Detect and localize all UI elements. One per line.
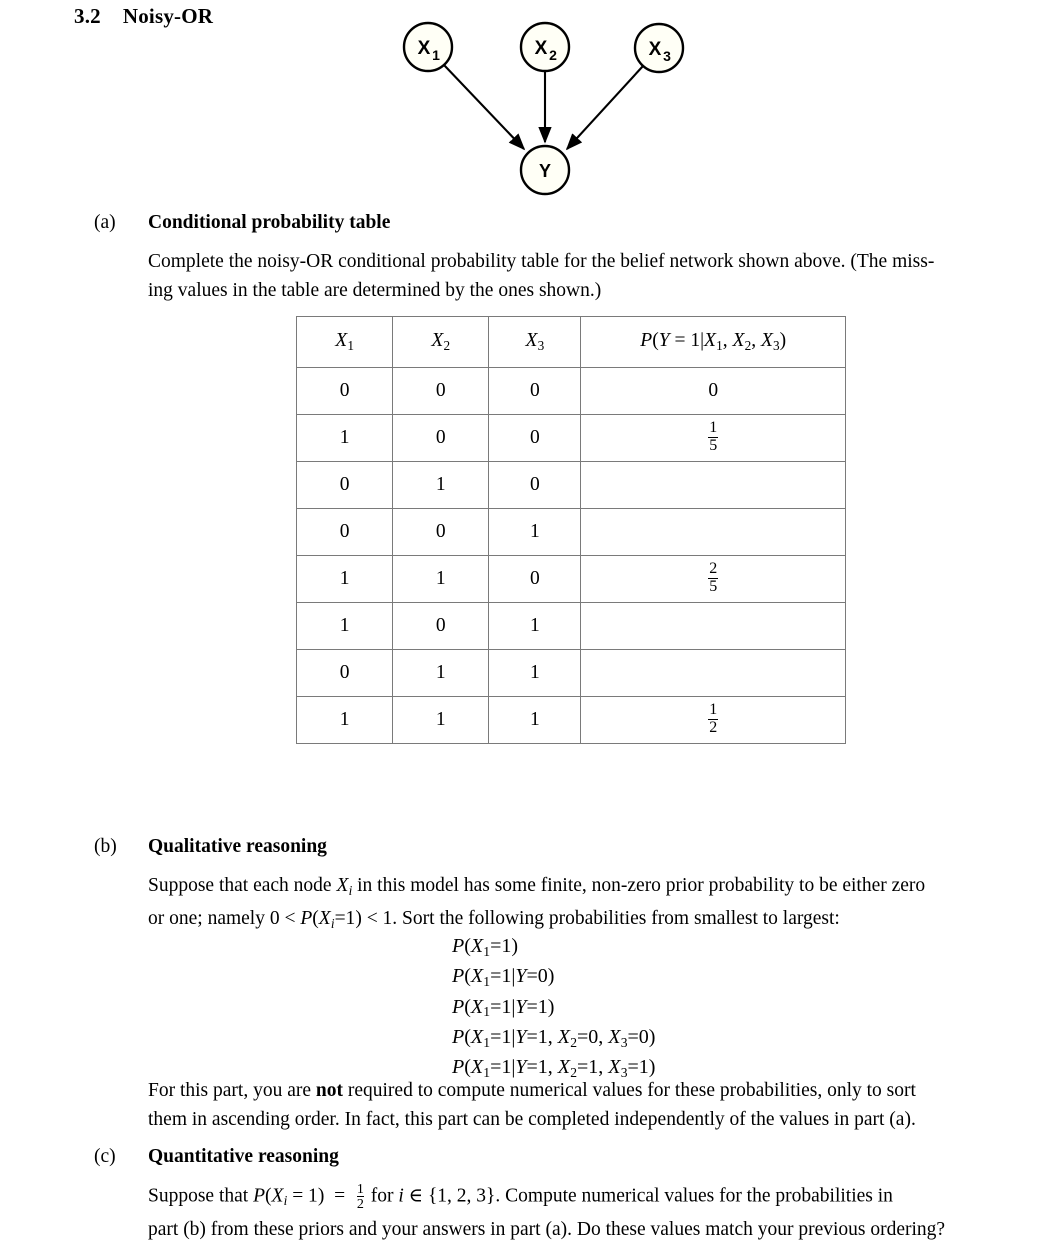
part-b-footer-pre: For this part, you are [148,1080,316,1101]
part-b-body [148,872,1043,938]
table-row [297,415,846,462]
svg-text:X: X [417,38,431,59]
part-a-label: (a) [94,212,116,233]
header-cell-x3: $X_3$ [489,317,581,368]
table-row [297,697,846,744]
part-b-footer-mid: required to compute numerical values for these probabilities, only to sort [342,1080,916,1101]
part-b-line1-mid: in this model has some finite, non-zero prior probability to be either zero [352,875,926,896]
cell-probability [581,509,846,556]
cell-x1: 1 [297,556,393,603]
cell-x1: 0 [297,650,393,697]
part-b-line2-post: < 1. Sort the following probabilities from smallest to largest: [361,908,840,930]
cell-x2: 1 [393,650,489,697]
cell-x1: 1 [297,603,393,650]
section-heading [74,4,213,29]
header-cell-probability: $P(Y = 1|X_1$, $X_2$, $X_3$) [581,317,846,368]
cell-x1: 1 [297,415,393,462]
probability-item-5: $P(X_1=1|Y=1$, $X_2=1$, $X_3=1$) [452,1056,656,1080]
cell-x3: 1 [489,509,581,556]
part-a-body [148,248,1043,305]
cell-x1: 0 [297,462,393,509]
cell-x3: 1 [489,650,581,697]
part-b-footer-line2: them in ascending order. In fact, this part can be completed independently of the values in part (a). [148,1108,916,1130]
svg-text:1: 1 [432,47,440,63]
probability-item-2: $P(X_1=1|Y=0)$ [452,965,555,990]
cell-probability [581,415,846,462]
cell-x2: 0 [393,415,489,462]
cell-x2: 0 [393,509,489,556]
cell-x2: 1 [393,697,489,744]
part-c-line1-post: Compute numerical values for the probabilities in [500,1185,893,1207]
cell-x2: 1 [393,462,489,509]
part-b-line2-pre: or one; namely 0 < [148,908,301,930]
cell-probability [581,650,846,697]
table-row [297,603,846,650]
cell-probability [581,462,846,509]
cell-x2: 0 [393,368,489,415]
part-c-label: (c) [94,1146,116,1167]
cell-x3: 1 [489,603,581,650]
cell-x1: 0 [297,509,393,556]
fraction: $\frac{1}{2}$ [709,701,718,736]
cell-x3: 0 [489,556,581,603]
fraction: $\frac{2}{5}$ [709,560,718,595]
edge-x3-to-y [567,66,643,149]
probability-list [452,934,655,1085]
node-x1 [404,23,452,71]
belief-network-diagram [380,8,700,208]
part-a-body-line2: ing values in the table are determined by the ones shown.) [148,279,602,301]
cell-x1: 0 [297,368,393,415]
cell-x1: 1 [297,697,393,744]
fraction-one-half: $\frac{1}{2}$ [356,1181,364,1213]
node-x2 [521,23,569,71]
part-b-footer-bold: not [315,1080,343,1101]
part-b-body-line2: or one; namely $0 < P(X_i=1) < 1$. Sort the following probabilities from smallest to largest: [148,908,840,931]
svg-text:3: 3 [663,48,671,64]
math-xi: X [336,875,349,896]
cell-x3: 1 [489,697,581,744]
table-header-row [297,317,846,368]
cell-probability [581,556,846,603]
part-a-title: Conditional probability table [148,212,391,233]
table-row [297,368,846,415]
probability-item-1: $P(X_1=1)$ [452,935,519,959]
cell-probability [581,603,846,650]
part-b-title: Qualitative reasoning [148,836,327,857]
part-c-line1-pre: Suppose that [148,1185,254,1207]
fraction: $\frac{1}{5}$ [709,419,718,454]
header-cell-x1: $X_1$ [297,317,393,368]
cell-x2: 1 [393,556,489,603]
edge-x1-to-y [444,65,524,149]
math-xi-sub: i [348,882,353,898]
node-x3 [635,24,683,72]
table-row [297,650,846,697]
svg-text:2: 2 [549,47,557,63]
table-row [297,509,846,556]
cell-probability [581,697,846,744]
part-b-label: (b) [94,836,117,857]
section-title: Noisy-OR [122,4,214,28]
cell-x3: 0 [489,415,581,462]
node-y [521,146,569,194]
probability-item-3: $P(X_1=1|Y=1)$ [452,995,555,1020]
part-c-body-line1: Suppose that $P(X_i = 1)$ = $\frac{1}{2}$ for i ∈ {1, 2, 3}. Compute numerical values for the probabilities in [148,1181,893,1213]
part-a-body-line1: Complete the noisy-OR conditional probability table for the belief network shown above. (The miss- [148,251,935,272]
cell-probability: 0 [581,368,846,415]
svg-text:X: X [648,39,662,60]
part-c-line1-mid: for [365,1185,399,1207]
table-row [297,462,846,509]
cell-x3: 0 [489,368,581,415]
conditional-probability-table [296,316,846,744]
part-c-body [148,1182,1043,1244]
part-b-line1-pre: Suppose that each node [148,875,337,896]
part-b-footer [148,1077,1028,1134]
cell-x2: 0 [393,603,489,650]
table-row [297,556,846,603]
part-c-title: Quantitative reasoning [148,1146,339,1167]
section-number: 3.2 [74,4,101,28]
part-b-body-line1 [148,872,1043,905]
cell-x3: 0 [489,462,581,509]
part-b-footer-line1 [148,1077,1028,1106]
svg-text:Y: Y [538,161,552,181]
probability-item-4: $P(X_1=1|Y=1$, $X_2=0$, $X_3=0$) [452,1025,656,1050]
part-c-body-line2: part (b) from these priors and your answers in part (a). Do these values match your previous ordering? [148,1218,946,1240]
header-cell-x2: $X_2$ [393,317,489,368]
svg-text:X: X [534,38,548,59]
